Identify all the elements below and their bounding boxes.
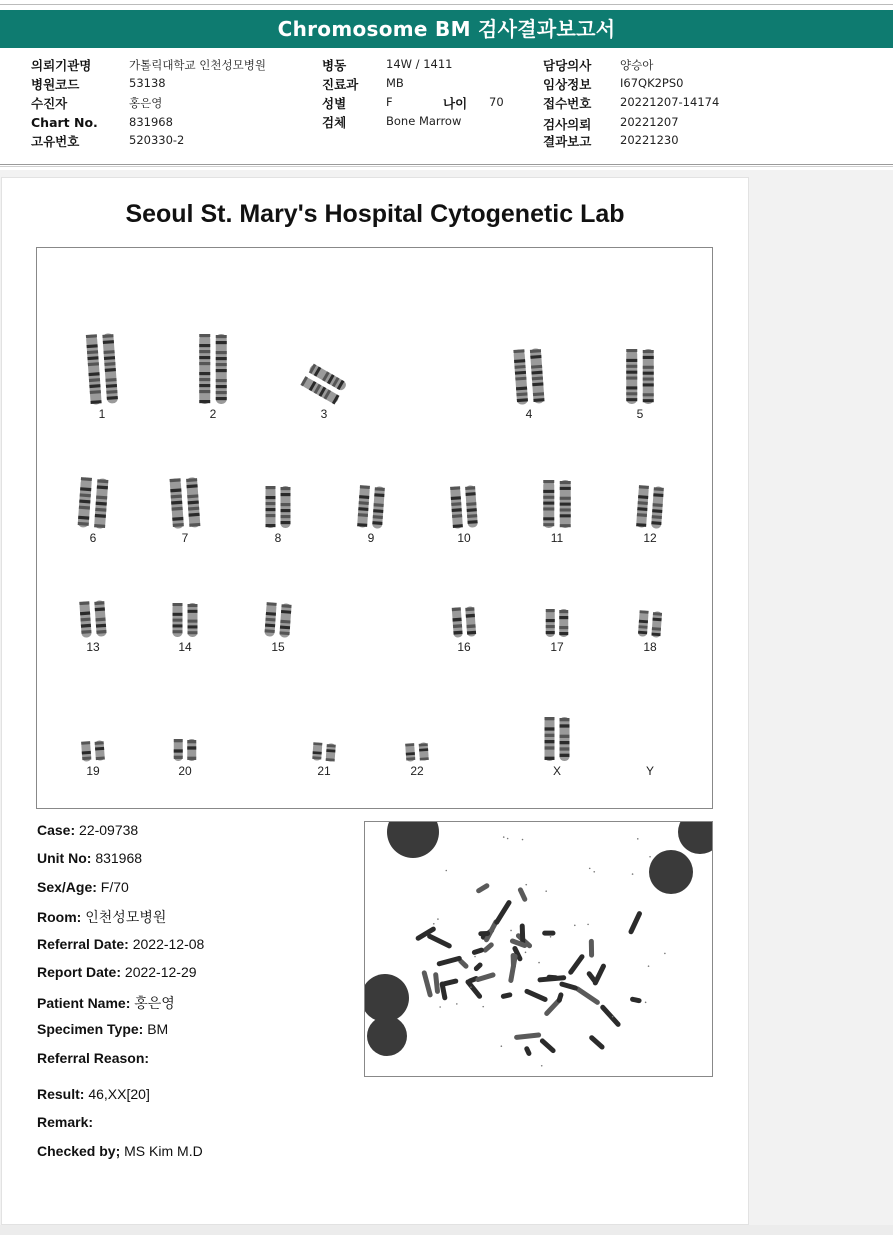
detail-row [37, 936, 204, 952]
metaphase-chromosome [482, 941, 495, 953]
chromosome-label: 21 [317, 764, 331, 778]
detail-key: Report Date: [37, 964, 122, 980]
detail-row [37, 964, 197, 980]
detail-value: BM [143, 1021, 169, 1037]
sex-label: 성별 [322, 96, 347, 111]
chromosome-label: 6 [89, 531, 97, 545]
metaphase-chromosome [478, 931, 490, 936]
detail-row [37, 907, 166, 927]
debris-dot [637, 838, 639, 840]
ward-label: 병동 [322, 58, 347, 73]
chromosome-label: 2 [209, 407, 217, 421]
debris-dot [456, 1003, 458, 1005]
detail-key: Unit No: [37, 850, 92, 866]
chromosome-label: 13 [86, 640, 100, 654]
chromosome-pair [170, 477, 201, 529]
request-label: 검사의뢰 [543, 117, 592, 132]
chromosome-label: 4 [525, 407, 533, 421]
dept-value: MB [386, 76, 404, 90]
debris-dot [439, 1006, 441, 1008]
debris-dot [503, 836, 505, 838]
debris-dot [645, 1002, 647, 1004]
metaphase-chromosome [433, 972, 440, 994]
age-label: 나이 [443, 96, 468, 111]
detail-row [37, 1086, 150, 1102]
debris-dot [664, 953, 666, 955]
detail-row [37, 1050, 149, 1066]
age-value: 70 [489, 95, 504, 109]
chromosome-pair [638, 610, 662, 638]
chromosome-label: 8 [274, 531, 282, 545]
detail-key: Patient Name: [37, 995, 131, 1011]
detail-value: 인천성모병원 [81, 909, 167, 925]
chromosome-label: 15 [271, 640, 285, 654]
detail-row [37, 993, 175, 1013]
detail-row [37, 822, 138, 838]
chromosome-label: 17 [550, 640, 564, 654]
detail-key: Sex/Age: [37, 879, 97, 895]
report-value: 20221230 [620, 133, 679, 147]
unique-label: 고유번호 [31, 134, 80, 149]
doctor-value: 양승아 [620, 58, 654, 72]
doctor-label: 담당의사 [543, 58, 592, 73]
metaphase-chromosome [523, 1045, 532, 1056]
chromosome-label: 19 [86, 764, 100, 778]
metaphase-chromosome [475, 972, 496, 983]
detail-key: Result: [37, 1086, 85, 1102]
detail-key: Remark: [37, 1114, 94, 1130]
debris-dot [474, 956, 476, 958]
receipt-value: 20221207-14174 [620, 95, 720, 109]
metaphase-chromosome [630, 996, 642, 1003]
karyotype-image [36, 247, 713, 809]
karyotype-figure [37, 248, 712, 808]
debris-dot [589, 868, 591, 870]
chromosome-pair [312, 742, 336, 762]
detail-row [37, 1021, 168, 1037]
nucleus [367, 1016, 407, 1056]
divider [0, 166, 893, 167]
institution-label: 의뢰기관명 [31, 58, 92, 73]
specimen-label: 검체 [322, 115, 347, 130]
bottom-edge [0, 1225, 893, 1235]
debris-dot [538, 962, 540, 964]
detail-key: Referral Date: [37, 936, 129, 952]
metaphase-figure [365, 822, 713, 1077]
debris-dot [482, 1006, 484, 1008]
detail-row [37, 879, 129, 895]
chromosome-label: 10 [457, 531, 471, 545]
metaphase-chromosome [500, 992, 512, 999]
detail-value: 2022-12-08 [128, 936, 205, 952]
sex-value: F [386, 95, 393, 109]
chromosome-pair [357, 485, 385, 529]
clinical-value: I67QK2PS0 [620, 76, 684, 90]
chromosome-pair [636, 485, 664, 529]
debris-dot [648, 965, 650, 967]
chromosome-pair [174, 739, 197, 761]
chromosome-pair [78, 477, 109, 529]
debris-dot [632, 873, 634, 875]
debris-dot [649, 856, 651, 858]
chromosome-pair [86, 333, 118, 405]
chromosome-pair [266, 486, 291, 528]
chromosome-label: 18 [643, 640, 657, 654]
chromosome-label: 16 [457, 640, 471, 654]
dept-label: 진료과 [322, 77, 359, 92]
chromosome-label: X [552, 764, 562, 778]
detail-row [37, 850, 142, 866]
detail-value: 2022-12-29 [121, 964, 197, 980]
metaphase-chromosome [436, 955, 462, 966]
institution-value: 가톨릭대학교 인천성모병원 [129, 58, 266, 72]
metaphase-chromosome [524, 988, 549, 1003]
nucleus [387, 822, 439, 858]
debris-dot [437, 918, 439, 920]
metaphase-chromosome [567, 953, 585, 975]
debris-dot [501, 1045, 503, 1047]
chromosome-label: 22 [410, 764, 424, 778]
metaphase-image [364, 821, 713, 1077]
detail-key: Checked by; [37, 1143, 121, 1159]
report-title: Chromosome BM 검사결과보고서 [0, 10, 893, 48]
metaphase-chromosome [514, 1032, 542, 1040]
metaphase-chromosome [471, 947, 484, 956]
chromosome-pair [452, 606, 477, 637]
debris-dot [541, 1065, 543, 1067]
metaphase-chromosome [539, 1037, 557, 1054]
debris-dot [525, 884, 527, 886]
metaphase-chromosome [556, 992, 564, 1004]
chromosome-label: Y [645, 764, 655, 778]
detail-value: 22-09738 [75, 822, 139, 838]
request-value: 20221207 [620, 115, 679, 129]
debris-dot [470, 986, 472, 988]
hospital-code-label: 병원코드 [31, 77, 80, 92]
metaphase-chromosome [574, 985, 601, 1005]
nucleus [365, 974, 409, 1022]
metaphase-chromosome [421, 970, 433, 998]
metaphase-chromosome [493, 899, 512, 926]
chromosome-pair [300, 363, 347, 405]
detail-row [37, 1143, 203, 1159]
metaphase-chromosome [426, 933, 452, 949]
chromosome-pair [545, 717, 570, 761]
chromosome-pair [543, 480, 571, 528]
nucleus [649, 850, 693, 894]
chromosome-pair [405, 742, 429, 762]
divider [0, 164, 893, 165]
detail-key: Specimen Type: [37, 1021, 144, 1037]
metaphase-chromosome [628, 910, 643, 935]
debris-dot [522, 839, 524, 841]
chart-value: 831968 [129, 115, 173, 129]
chromosome-label: 9 [367, 531, 375, 545]
debris-dot [445, 870, 447, 872]
chromosome-pair [79, 600, 106, 638]
detail-key: Referral Reason: [37, 1050, 150, 1066]
metaphase-chromosome [517, 887, 528, 903]
lab-title: Seoul St. Mary's Hospital Cytogenetic Lab [125, 200, 625, 228]
chromosome-pair [264, 602, 291, 638]
chromosome-label: 7 [181, 531, 189, 545]
chromosome-label: 14 [178, 640, 192, 654]
top-rule [0, 4, 893, 5]
detail-value: 831968 [91, 850, 143, 866]
detail-key: Case: [37, 822, 76, 838]
debris-dot [510, 930, 512, 932]
chromosome-label: 5 [636, 407, 644, 421]
chromosome-label: 3 [320, 407, 328, 421]
ward-value: 14W / 1411 [386, 57, 453, 71]
chromosome-pair [513, 348, 544, 405]
chromosome-pair [546, 609, 569, 637]
chromosome-pair [199, 334, 227, 404]
debris-dot [587, 924, 589, 926]
metaphase-chromosome [599, 1004, 621, 1028]
patient-label: 수진자 [31, 96, 68, 111]
detail-value: F/70 [96, 879, 129, 895]
debris-dot [550, 936, 552, 938]
receipt-label: 접수번호 [543, 96, 592, 111]
report-label: 결과보고 [543, 134, 592, 149]
metaphase-chromosome [542, 931, 555, 936]
debris-dot [433, 923, 435, 925]
chromosome-label: 20 [178, 764, 192, 778]
detail-value: MS Kim M.D [120, 1143, 203, 1159]
hospital-code-value: 53138 [129, 76, 166, 90]
metaphase-chromosome [508, 953, 518, 983]
clinical-label: 임상정보 [543, 77, 592, 92]
chromosome-label: 1 [98, 407, 106, 421]
metaphase-chromosome [473, 961, 484, 972]
debris-dot [507, 838, 509, 840]
chart-label: Chart No. [31, 115, 98, 130]
debris-dot [612, 1016, 614, 1018]
metaphase-chromosome [588, 1034, 605, 1050]
chromosome-pair [626, 349, 654, 404]
debris-dot [593, 871, 595, 873]
metaphase-chromosome [559, 981, 579, 991]
specimen-value: Bone Marrow [386, 114, 462, 128]
detail-key: Room: [37, 909, 82, 925]
patient-value: 홍은영 [129, 96, 163, 110]
chromosome-pair [173, 603, 198, 637]
metaphase-chromosome [441, 978, 458, 987]
debris-dot [574, 925, 576, 927]
chromosome-pair [450, 485, 478, 529]
unique-value: 520330-2 [129, 133, 185, 147]
detail-row [37, 1114, 93, 1130]
metaphase-chromosome [589, 939, 594, 958]
metaphase-chromosome [546, 975, 558, 981]
debris-dot [545, 890, 547, 892]
debris-dot [525, 952, 527, 954]
chromosome-label: 12 [643, 531, 657, 545]
detail-value: 홍은영 [130, 995, 175, 1011]
chromosome-pair [81, 740, 105, 762]
detail-value: 46,XX[20] [84, 1086, 150, 1102]
nucleus [678, 822, 713, 854]
metaphase-chromosome [475, 882, 490, 894]
chromosome-label: 11 [550, 531, 564, 545]
